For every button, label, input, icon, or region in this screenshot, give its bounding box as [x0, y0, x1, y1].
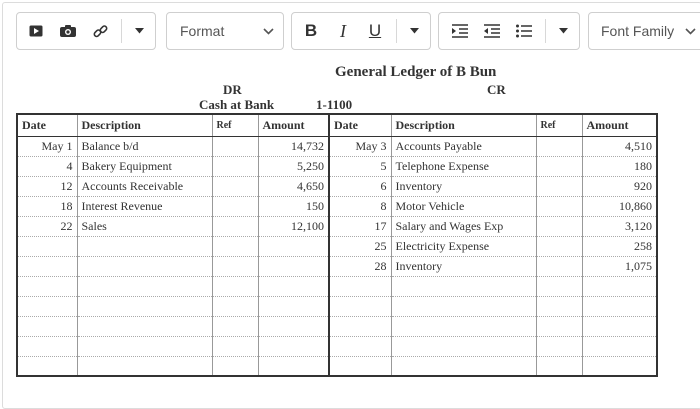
- dr-description-cell[interactable]: Sales: [77, 216, 212, 236]
- column-header: Amount: [582, 114, 657, 136]
- column-header: Date: [329, 114, 391, 136]
- cr-amount-cell[interactable]: [582, 316, 657, 336]
- dr-date-cell[interactable]: 18: [17, 196, 77, 216]
- cr-date-cell[interactable]: [329, 336, 391, 356]
- cr-amount-cell[interactable]: 3,120: [582, 216, 657, 236]
- table-row: [17, 356, 657, 376]
- table-row: [17, 176, 657, 196]
- dr-amount-cell[interactable]: 5,250: [258, 156, 329, 176]
- table-header-row: [17, 114, 657, 136]
- cr-ref-cell[interactable]: [536, 276, 582, 296]
- dr-ref-cell[interactable]: [212, 316, 258, 336]
- dr-ref-cell[interactable]: [212, 296, 258, 316]
- dr-ref-cell[interactable]: [212, 336, 258, 356]
- cr-ref-cell[interactable]: [536, 236, 582, 256]
- table-row: [17, 316, 657, 336]
- dr-description-cell[interactable]: [77, 256, 212, 276]
- dr-ref-cell[interactable]: [212, 256, 258, 276]
- cr-date-cell[interactable]: May 3: [329, 136, 391, 156]
- cr-description-cell[interactable]: [391, 316, 536, 336]
- bold-button[interactable]: B: [304, 21, 318, 40]
- dr-description-cell[interactable]: [77, 336, 212, 356]
- paragraph-more-dropdown[interactable]: [549, 13, 577, 49]
- cr-description-cell[interactable]: Salary and Wages Exp: [391, 216, 536, 236]
- cr-date-cell[interactable]: 5: [329, 156, 391, 176]
- cr-amount-cell[interactable]: 1,075: [582, 256, 657, 276]
- dr-date-cell[interactable]: May 1: [17, 136, 77, 156]
- cr-ref-cell[interactable]: [536, 256, 582, 276]
- indent-icon[interactable]: [445, 13, 475, 49]
- cr-date-cell[interactable]: [329, 296, 391, 316]
- cr-description-cell[interactable]: [391, 356, 536, 376]
- debit-label: DR: [223, 82, 242, 97]
- column-header: Description: [77, 114, 212, 136]
- image-icon[interactable]: [53, 13, 83, 49]
- column-header: Ref: [212, 114, 258, 136]
- dr-description-cell[interactable]: [77, 356, 212, 376]
- cr-ref-cell[interactable]: [536, 356, 582, 376]
- table-row: [17, 296, 657, 316]
- ledger-title: General Ledger of B Bun: [335, 64, 497, 80]
- cr-amount-cell[interactable]: 180: [582, 156, 657, 176]
- cr-description-cell[interactable]: Telephone Expense: [391, 156, 536, 176]
- cr-date-cell[interactable]: 8: [329, 196, 391, 216]
- cr-amount-cell[interactable]: [582, 336, 657, 356]
- table-row: [17, 196, 657, 216]
- dr-amount-cell[interactable]: 14,732: [258, 136, 329, 156]
- dr-amount-cell[interactable]: [258, 236, 329, 256]
- bullet-list-icon[interactable]: [509, 13, 539, 49]
- cr-ref-cell[interactable]: [536, 156, 582, 176]
- dr-ref-cell[interactable]: [212, 236, 258, 256]
- cr-date-cell[interactable]: [329, 276, 391, 296]
- cr-amount-cell[interactable]: [582, 356, 657, 376]
- account-number: 1-1100: [316, 97, 353, 112]
- table-row: [17, 336, 657, 356]
- dr-ref-cell[interactable]: [212, 156, 258, 176]
- dr-amount-cell[interactable]: [258, 256, 329, 276]
- outdent-icon[interactable]: [477, 13, 507, 49]
- cr-amount-cell[interactable]: [582, 276, 657, 296]
- divider: [121, 19, 122, 43]
- chevron-down-icon: [263, 28, 274, 35]
- dr-description-cell[interactable]: [77, 296, 212, 316]
- table-row: [17, 136, 657, 156]
- cr-description-cell[interactable]: [391, 276, 536, 296]
- column-header: Description: [391, 114, 536, 136]
- underline-button[interactable]: U: [368, 21, 382, 40]
- dr-amount-cell[interactable]: 150: [258, 196, 329, 216]
- credit-label: CR: [487, 82, 506, 97]
- dr-amount-cell[interactable]: 12,100: [258, 216, 329, 236]
- dr-date-cell[interactable]: [17, 256, 77, 276]
- dr-amount-cell[interactable]: 4,650: [258, 176, 329, 196]
- cr-description-cell[interactable]: [391, 336, 536, 356]
- text-style-more-dropdown[interactable]: [400, 13, 428, 49]
- dr-date-cell[interactable]: [17, 356, 77, 376]
- text-style-group: [291, 12, 431, 50]
- dr-amount-cell[interactable]: [258, 296, 329, 316]
- column-header: Amount: [258, 114, 329, 136]
- dr-date-cell[interactable]: 12: [17, 176, 77, 196]
- account-name: Cash at Bank: [199, 97, 275, 112]
- dr-amount-cell[interactable]: [258, 336, 329, 356]
- dr-description-cell[interactable]: Bakery Equipment: [77, 156, 212, 176]
- chevron-down-icon: [685, 28, 696, 35]
- cr-ref-cell[interactable]: [536, 216, 582, 236]
- cr-description-cell[interactable]: [391, 296, 536, 316]
- cr-date-cell[interactable]: 17: [329, 216, 391, 236]
- cr-date-cell[interactable]: [329, 316, 391, 336]
- dr-ref-cell[interactable]: [212, 356, 258, 376]
- cr-ref-cell[interactable]: [536, 296, 582, 316]
- font-family-dropdown[interactable]: [588, 12, 700, 50]
- format-label: Format: [180, 23, 225, 39]
- divider: [545, 19, 546, 43]
- cr-date-cell[interactable]: [329, 356, 391, 376]
- video-icon[interactable]: [21, 13, 51, 49]
- cr-ref-cell[interactable]: [536, 196, 582, 216]
- italic-button[interactable]: I: [340, 20, 346, 41]
- dr-date-cell[interactable]: [17, 276, 77, 296]
- dr-date-cell[interactable]: 22: [17, 216, 77, 236]
- dr-amount-cell[interactable]: [258, 356, 329, 376]
- dr-date-cell[interactable]: [17, 336, 77, 356]
- cr-ref-cell[interactable]: [536, 176, 582, 196]
- dr-description-cell[interactable]: Accounts Receivable: [77, 176, 212, 196]
- table-row: [17, 156, 657, 176]
- dr-description-cell[interactable]: [77, 316, 212, 336]
- cr-amount-cell[interactable]: [582, 296, 657, 316]
- dr-ref-cell[interactable]: [212, 216, 258, 236]
- cr-amount-cell[interactable]: 920: [582, 176, 657, 196]
- dr-amount-cell[interactable]: [258, 276, 329, 296]
- cr-ref-cell[interactable]: [536, 336, 582, 356]
- editor-toolbar: [0, 0, 700, 62]
- ledger-table[interactable]: [16, 113, 658, 377]
- dr-amount-cell[interactable]: [258, 316, 329, 336]
- cr-amount-cell[interactable]: 258: [582, 236, 657, 256]
- cr-description-cell[interactable]: Accounts Payable: [391, 136, 536, 156]
- cr-description-cell[interactable]: Inventory: [391, 176, 536, 196]
- cr-description-cell[interactable]: Motor Vehicle: [391, 196, 536, 216]
- dr-ref-cell[interactable]: [212, 136, 258, 156]
- cr-amount-cell[interactable]: 4,510: [582, 136, 657, 156]
- dr-date-cell[interactable]: [17, 316, 77, 336]
- link-icon[interactable]: [85, 13, 115, 49]
- cr-date-cell[interactable]: 6: [329, 176, 391, 196]
- insert-more-dropdown[interactable]: [125, 13, 153, 49]
- cr-date-cell[interactable]: 25: [329, 236, 391, 256]
- dr-date-cell[interactable]: [17, 236, 77, 256]
- dr-description-cell[interactable]: [77, 276, 212, 296]
- table-row: [17, 256, 657, 276]
- format-dropdown[interactable]: [166, 12, 284, 50]
- table-row: [17, 276, 657, 296]
- dr-ref-cell[interactable]: [212, 196, 258, 216]
- cr-date-cell[interactable]: 28: [329, 256, 391, 276]
- dr-ref-cell[interactable]: [212, 276, 258, 296]
- divider: [396, 19, 397, 43]
- font-family-label: Font Family: [601, 23, 675, 39]
- cr-ref-cell[interactable]: [536, 316, 582, 336]
- column-header: Ref: [536, 114, 582, 136]
- paragraph-group: [438, 12, 580, 50]
- cr-ref-cell[interactable]: [536, 136, 582, 156]
- insert-group: [16, 12, 156, 50]
- dr-description-cell[interactable]: Interest Revenue: [77, 196, 212, 216]
- table-row: [17, 236, 657, 256]
- cr-amount-cell[interactable]: 10,860: [582, 196, 657, 216]
- cr-description-cell[interactable]: Electricity Expense: [391, 236, 536, 256]
- dr-date-cell[interactable]: [17, 296, 77, 316]
- column-header: Date: [17, 114, 77, 136]
- dr-description-cell[interactable]: [77, 236, 212, 256]
- dr-ref-cell[interactable]: [212, 176, 258, 196]
- dr-date-cell[interactable]: 4: [17, 156, 77, 176]
- dr-description-cell[interactable]: Balance b/d: [77, 136, 212, 156]
- table-row: [17, 216, 657, 236]
- cr-description-cell[interactable]: Inventory: [391, 256, 536, 276]
